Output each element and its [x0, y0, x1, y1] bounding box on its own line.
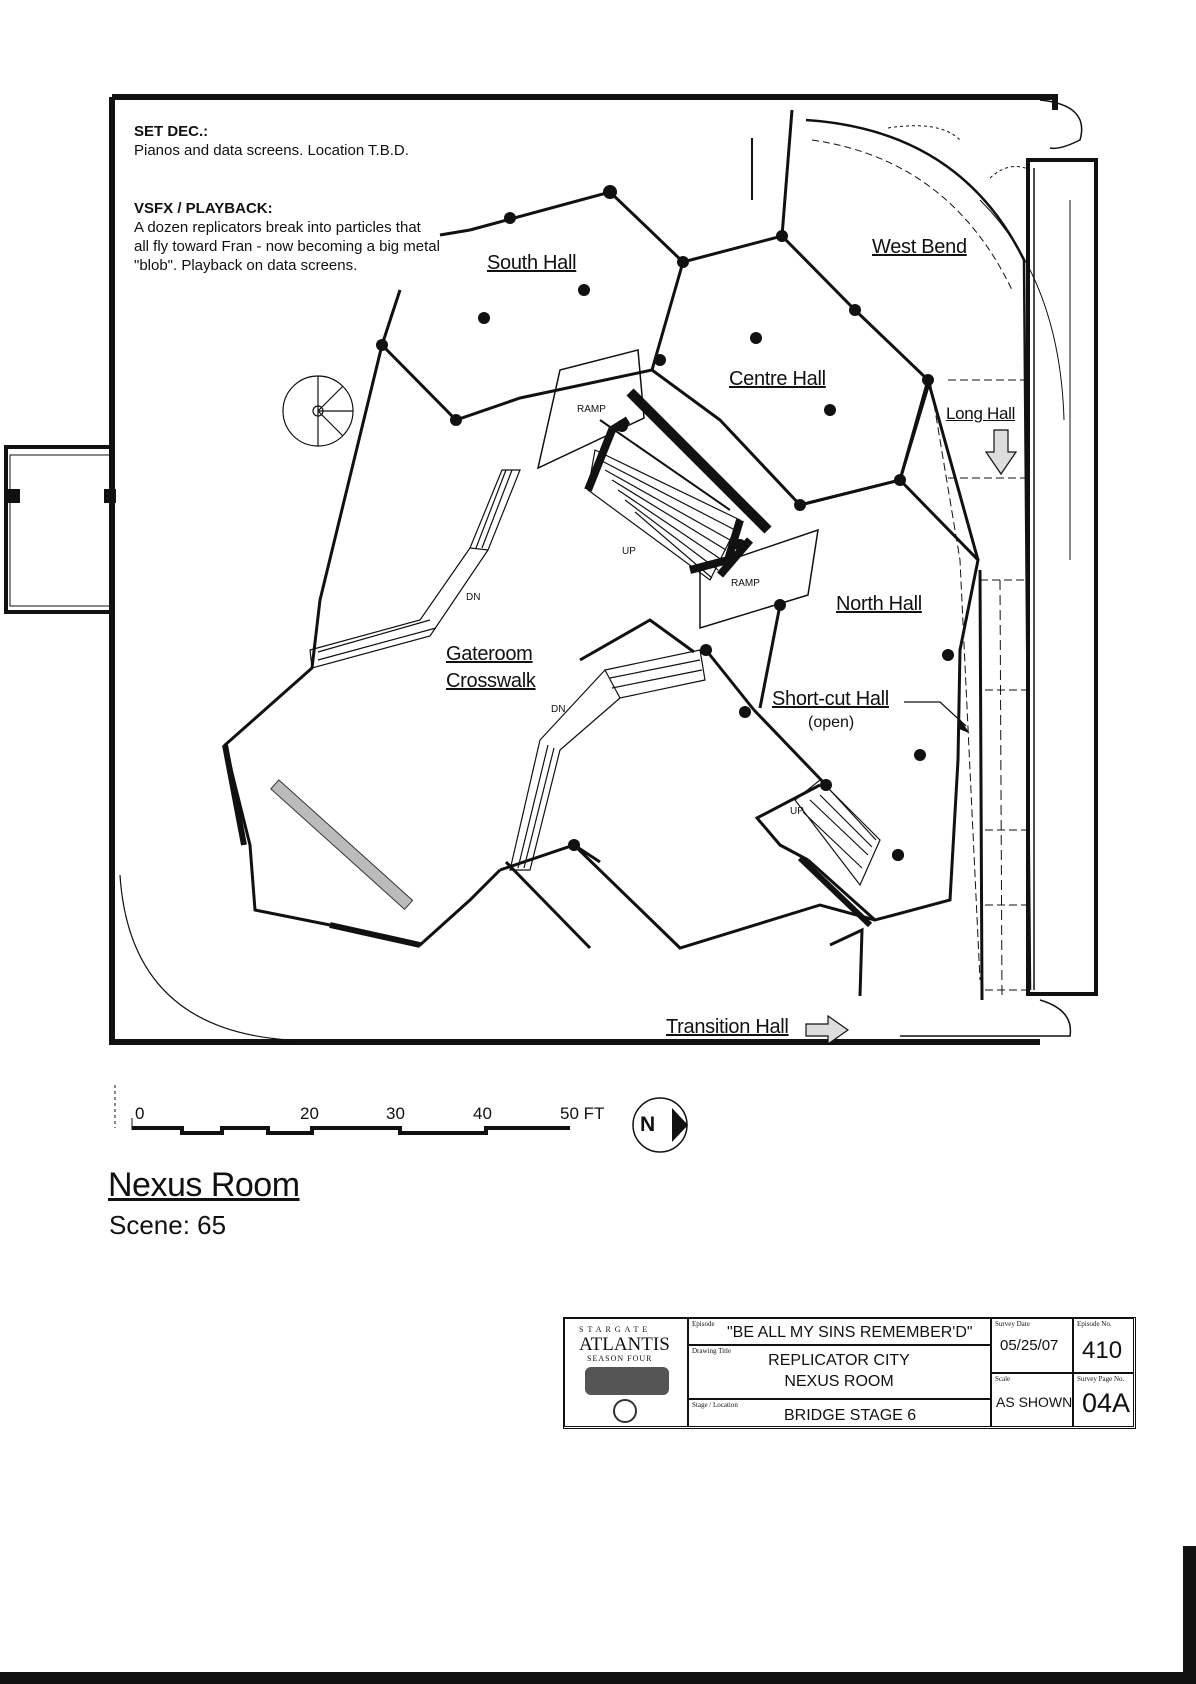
columns: [376, 185, 954, 861]
episode-value: "BE ALL MY SINS REMEMBER'D": [727, 1324, 973, 1341]
bottom-edge-bar: [0, 1672, 1196, 1684]
page-no-caption: Survey Page No.: [1077, 1375, 1125, 1383]
gateroom-label-line2: Crosswalk: [446, 670, 536, 692]
shortcut-hall-note: (open): [808, 714, 855, 731]
scale-value: AS SHOWN: [996, 1394, 1073, 1410]
page-subtitle: Scene: 65: [109, 1210, 227, 1240]
plan-corner-curve: [120, 875, 290, 1040]
scale-tick-20: 20: [300, 1104, 319, 1123]
episode-cell: [688, 1318, 991, 1345]
shortcut-hall-label: Short-cut Hall: [772, 688, 889, 710]
right-corridor: [1028, 160, 1096, 994]
stage-cell: [688, 1399, 991, 1427]
drawing-title-caption: Drawing Title: [692, 1347, 732, 1355]
right-edge-bar: [1183, 1546, 1196, 1684]
set-dec-heading: SET DEC.:: [134, 123, 209, 140]
data-screen-bar: [271, 780, 413, 909]
transition-hall-label: Transition Hall: [666, 1016, 789, 1038]
scale-tick-50: 50 FT: [560, 1104, 605, 1123]
up-right-label: UP: [790, 806, 804, 817]
spiral-stair: [283, 376, 353, 446]
ramp-mid-label: RAMP: [731, 578, 760, 589]
scale-caption: Scale: [995, 1375, 1011, 1383]
up-center-label: UP: [622, 546, 636, 557]
long-hall-label: Long Hall: [946, 404, 1016, 423]
episode-no-caption: Episode No.: [1077, 1320, 1112, 1328]
logo-emblem: [585, 1367, 669, 1395]
right-lower-stairs: [510, 650, 705, 870]
page-no-value: 04A: [1082, 1388, 1131, 1418]
survey-date-caption: Survey Date: [995, 1320, 1030, 1328]
north-label: N: [640, 1113, 656, 1136]
episode-no-value: 410: [1082, 1337, 1123, 1364]
left-annex: [6, 447, 112, 612]
drawing-title-line-1: REPLICATOR CITY: [768, 1352, 910, 1369]
north-hall-label: North Hall: [836, 593, 922, 615]
page-title: Nexus Room: [108, 1166, 300, 1204]
title-block: [563, 1317, 1136, 1429]
scale-cell: [991, 1373, 1073, 1427]
logo-line-1: STARGATE: [579, 1325, 652, 1334]
scale-bar: [115, 1085, 570, 1133]
centre-hall-label: Centre Hall: [729, 368, 826, 390]
scale-tick-0: 0: [135, 1104, 145, 1123]
long-hall-arrow: [986, 430, 1016, 474]
ramp-top-label: RAMP: [577, 404, 606, 415]
south-hall-label: South Hall: [487, 252, 577, 274]
scale-tick-40: 40: [473, 1104, 492, 1123]
west-bend-label: West Bend: [872, 236, 967, 258]
set-dec-notes: [134, 122, 534, 160]
drawing-title-cell: [688, 1345, 991, 1399]
page-no-cell: [1073, 1373, 1134, 1427]
survey-date-cell: [991, 1318, 1073, 1373]
set-dec-text: Pianos and data screens. Location T.B.D.: [134, 142, 409, 159]
vsfx-heading: VSFX / PLAYBACK:: [134, 200, 273, 217]
logo-line-2: ATLANTIS: [579, 1334, 670, 1355]
left-stairs: [310, 470, 520, 668]
dn-left-label: DN: [466, 592, 481, 603]
vsfx-line-2: all fly toward Fran - now becoming a big metal: [134, 238, 440, 255]
drawing-title-line-2: NEXUS ROOM: [784, 1373, 894, 1390]
episode-caption: Episode: [692, 1320, 715, 1328]
logo-line-3: SEASON FOUR: [587, 1354, 653, 1363]
stage-value: BRIDGE STAGE 6: [784, 1407, 917, 1424]
vsfx-notes: [134, 199, 494, 275]
scale-tick-30: 30: [386, 1104, 405, 1123]
logo-seal: [613, 1399, 637, 1423]
vsfx-line-3: "blob". Playback on data screens.: [134, 257, 358, 274]
episode-no-cell: [1073, 1318, 1134, 1373]
gateroom-label-line1: Gateroom: [446, 643, 533, 665]
stage-caption: Stage / Location: [692, 1401, 738, 1409]
survey-date-value: 05/25/07: [1000, 1337, 1059, 1354]
vsfx-line-1: A dozen replicators break into particles that: [134, 219, 421, 236]
dn-center-label: DN: [551, 704, 566, 715]
logo-cell: [564, 1318, 688, 1427]
lower-hex-walls: [500, 785, 875, 948]
